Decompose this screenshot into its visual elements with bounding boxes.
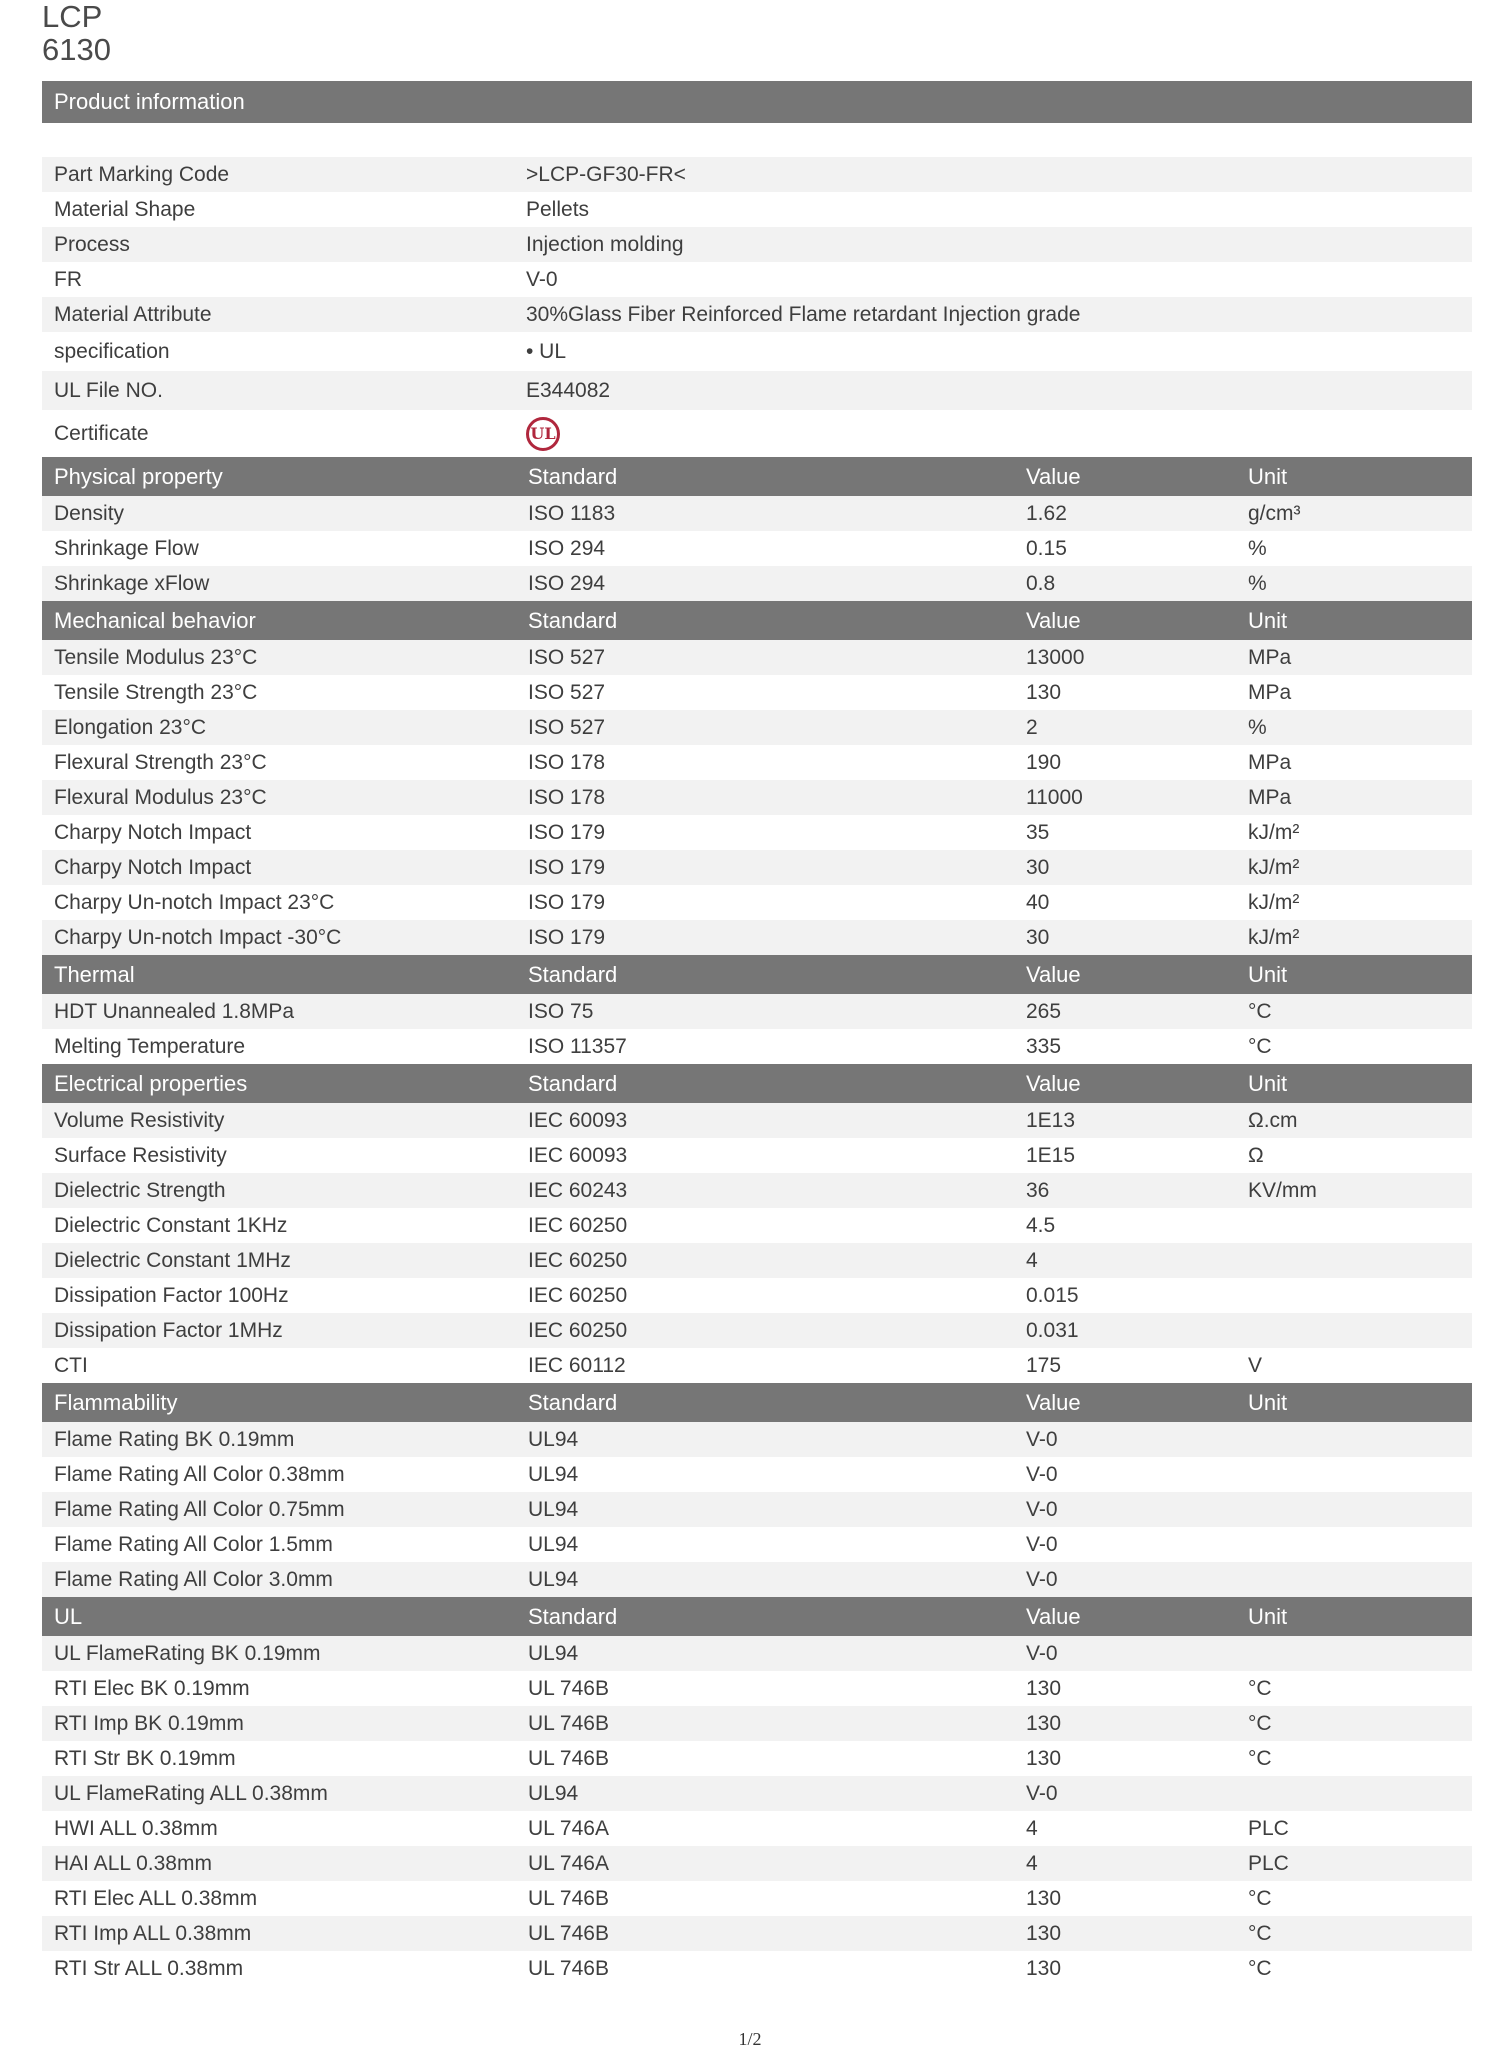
unit-header: Unit: [1248, 961, 1288, 987]
property-unit: kJ/m²: [1248, 925, 1300, 949]
property-name: RTI Str ALL 0.38mm: [54, 1956, 244, 1980]
property-row: [42, 1916, 1472, 1951]
property-unit: PLC: [1248, 1816, 1289, 1840]
property-unit: kJ/m²: [1248, 855, 1300, 879]
property-unit: °C: [1248, 1676, 1272, 1700]
property-standard: IEC 60250: [528, 1213, 628, 1237]
property-standard: UL94: [528, 1567, 579, 1591]
info-value: • UL: [526, 339, 567, 363]
property-value: 0.8: [1026, 571, 1056, 595]
info-label: Process: [54, 232, 130, 256]
property-standard: UL 746A: [528, 1816, 609, 1840]
property-standard: UL94: [528, 1462, 579, 1486]
section-rows: [42, 994, 1472, 1064]
property-unit: PLC: [1248, 1851, 1289, 1875]
unit-header: Unit: [1248, 463, 1288, 489]
property-standard: UL94: [528, 1532, 579, 1556]
ul-certification-icon: UL: [526, 417, 560, 451]
property-standard: ISO 75: [528, 999, 594, 1023]
property-name: Flame Rating All Color 0.75mm: [54, 1497, 345, 1521]
grade-name: 6130: [42, 32, 111, 67]
property-name: Tensile Strength 23°C: [54, 680, 258, 704]
property-standard: ISO 178: [528, 785, 606, 809]
property-name: Density: [54, 501, 125, 525]
standard-header: Standard: [528, 1389, 618, 1415]
property-unit: %: [1248, 536, 1267, 560]
property-row: [42, 566, 1472, 601]
property-row: [42, 1881, 1472, 1916]
value-header: Value: [1026, 961, 1081, 987]
value-header: Value: [1026, 607, 1081, 633]
section-header: [42, 601, 1472, 640]
info-label: UL File NO.: [54, 378, 163, 402]
info-row: [42, 227, 1472, 262]
property-name: Shrinkage Flow: [54, 536, 199, 560]
property-unit: °C: [1248, 999, 1272, 1023]
property-standard: IEC 60093: [528, 1143, 628, 1167]
property-row: [42, 885, 1472, 920]
section-rows: [42, 1422, 1472, 1597]
section-flammability: [42, 1383, 1472, 1597]
standard-header: Standard: [528, 1603, 618, 1629]
property-standard: IEC 60250: [528, 1283, 628, 1307]
info-value: V-0: [526, 267, 558, 291]
property-name: Charpy Notch Impact: [54, 820, 252, 844]
property-name: RTI Imp BK 0.19mm: [54, 1711, 244, 1735]
property-standard: UL94: [528, 1497, 579, 1521]
info-row: [42, 332, 1472, 371]
info-row: [42, 157, 1472, 192]
property-row: [42, 1846, 1472, 1881]
section-ul: [42, 1597, 1472, 1986]
unit-header: Unit: [1248, 607, 1288, 633]
property-row: [42, 1562, 1472, 1597]
property-value: V-0: [1026, 1462, 1058, 1486]
property-standard: IEC 60093: [528, 1108, 628, 1132]
property-value: 2: [1026, 715, 1038, 739]
property-value: 130: [1026, 1956, 1062, 1980]
property-value: 4: [1026, 1816, 1038, 1840]
property-name: Charpy Un-notch Impact 23°C: [54, 890, 335, 914]
property-row: [42, 920, 1472, 955]
property-unit: %: [1248, 571, 1267, 595]
property-unit: g/cm³: [1248, 501, 1301, 525]
property-row: [42, 1776, 1472, 1811]
property-value: V-0: [1026, 1427, 1058, 1451]
standard-header: Standard: [528, 961, 618, 987]
property-standard: UL 746B: [528, 1921, 609, 1945]
info-label: specification: [54, 339, 170, 363]
property-row: [42, 496, 1472, 531]
property-unit: °C: [1248, 1921, 1272, 1945]
standard-header: Standard: [528, 463, 618, 489]
property-row: [42, 1173, 1472, 1208]
property-value: 30: [1026, 855, 1050, 879]
property-unit: °C: [1248, 1956, 1272, 1980]
section-rows: [42, 496, 1472, 601]
property-value: V-0: [1026, 1532, 1058, 1556]
info-value: 30%Glass Fiber Reinforced Flame retardant Injection grade: [526, 302, 1081, 326]
property-unit: °C: [1248, 1746, 1272, 1770]
property-unit: °C: [1248, 1711, 1272, 1735]
property-value: 130: [1026, 1886, 1062, 1910]
info-value: [526, 417, 1472, 451]
property-standard: ISO 294: [528, 571, 606, 595]
property-row: [42, 1951, 1472, 1986]
section-title: UL: [54, 1603, 83, 1629]
property-row: [42, 1313, 1472, 1348]
property-row: [42, 1636, 1472, 1671]
info-row: [42, 371, 1472, 410]
property-standard: UL94: [528, 1781, 579, 1805]
section-mechanical-behavior: [42, 601, 1472, 955]
property-row: [42, 1103, 1472, 1138]
info-value: Pellets: [526, 197, 590, 221]
info-label: Material Attribute: [54, 302, 212, 326]
property-row: [42, 815, 1472, 850]
property-name: Flame Rating All Color 3.0mm: [54, 1567, 333, 1591]
property-row: [42, 1243, 1472, 1278]
property-standard: ISO 527: [528, 715, 606, 739]
material-name: LCP: [42, 0, 103, 34]
property-value: 40: [1026, 890, 1050, 914]
info-row: [42, 297, 1472, 332]
info-value: E344082: [526, 378, 611, 402]
property-name: RTI Elec BK 0.19mm: [54, 1676, 250, 1700]
property-standard: IEC 60243: [528, 1178, 628, 1202]
property-name: HAI ALL 0.38mm: [54, 1851, 212, 1875]
property-row: [42, 1278, 1472, 1313]
property-name: Dissipation Factor 100Hz: [54, 1283, 289, 1307]
page-number: 1/2: [738, 2029, 762, 2049]
property-value: V-0: [1026, 1497, 1058, 1521]
property-row: [42, 780, 1472, 815]
info-row-certificate: [42, 410, 1472, 457]
property-standard: ISO 527: [528, 645, 606, 669]
property-name: Volume Resistivity: [54, 1108, 225, 1132]
property-unit: MPa: [1248, 645, 1292, 669]
section-header: [42, 1064, 1472, 1103]
property-standard: UL94: [528, 1641, 579, 1665]
section-title: Electrical properties: [54, 1070, 248, 1096]
property-unit: kJ/m²: [1248, 890, 1300, 914]
property-value: 30: [1026, 925, 1050, 949]
section-title: Thermal: [54, 961, 135, 987]
property-standard: ISO 179: [528, 890, 606, 914]
property-name: Tensile Modulus 23°C: [54, 645, 258, 669]
property-name: Flexural Modulus 23°C: [54, 785, 267, 809]
unit-header: Unit: [1248, 1603, 1288, 1629]
property-name: Flexural Strength 23°C: [54, 750, 267, 774]
property-value: 0.031: [1026, 1318, 1079, 1342]
property-row: [42, 1422, 1472, 1457]
property-name: Dielectric Constant 1MHz: [54, 1248, 291, 1272]
property-unit: kJ/m²: [1248, 820, 1300, 844]
standard-header: Standard: [528, 607, 618, 633]
info-value: >LCP-GF30-FR<: [526, 162, 686, 186]
property-row: [42, 531, 1472, 566]
property-row: [42, 1811, 1472, 1846]
property-standard: UL94: [528, 1427, 579, 1451]
property-name: RTI Str BK 0.19mm: [54, 1746, 236, 1770]
property-name: Shrinkage xFlow: [54, 571, 210, 595]
property-standard: IEC 60250: [528, 1318, 628, 1342]
property-name: Flame Rating All Color 1.5mm: [54, 1532, 333, 1556]
product-information-header: Product information: [42, 81, 1472, 123]
property-unit: MPa: [1248, 680, 1292, 704]
property-standard: ISO 527: [528, 680, 606, 704]
property-row: [42, 994, 1472, 1029]
property-standard: UL 746B: [528, 1676, 609, 1700]
property-unit: Ω: [1248, 1143, 1264, 1167]
property-value: 130: [1026, 680, 1062, 704]
value-header: Value: [1026, 1070, 1081, 1096]
info-label: FR: [54, 267, 82, 291]
property-name: Surface Resistivity: [54, 1143, 227, 1167]
property-value: 130: [1026, 1746, 1062, 1770]
property-unit: Ω.cm: [1248, 1108, 1298, 1132]
property-value: 4.5: [1026, 1213, 1056, 1237]
info-row: [42, 192, 1472, 227]
property-value: 4: [1026, 1851, 1038, 1875]
property-value: V-0: [1026, 1641, 1058, 1665]
property-name: Dielectric Strength: [54, 1178, 226, 1202]
property-row: [42, 1208, 1472, 1243]
property-standard: ISO 1183: [528, 501, 616, 525]
property-standard: ISO 179: [528, 855, 606, 879]
section-rows: [42, 640, 1472, 955]
property-row: [42, 710, 1472, 745]
property-standard: IEC 60250: [528, 1248, 628, 1272]
product-title: [42, 0, 204, 66]
property-value: 130: [1026, 1676, 1062, 1700]
property-name: Melting Temperature: [54, 1034, 246, 1058]
property-name: RTI Imp ALL 0.38mm: [54, 1921, 252, 1945]
property-row: [42, 1671, 1472, 1706]
property-value: V-0: [1026, 1567, 1058, 1591]
property-value: 190: [1026, 750, 1062, 774]
property-standard: UL 746B: [528, 1711, 609, 1735]
info-row: [42, 262, 1472, 297]
property-standard: ISO 178: [528, 750, 606, 774]
info-label: Part Marking Code: [54, 162, 230, 186]
property-value: 1.62: [1026, 501, 1067, 525]
property-name: HWI ALL 0.38mm: [54, 1816, 218, 1840]
property-standard: ISO 179: [528, 820, 606, 844]
section-header: [42, 1383, 1472, 1422]
section-rows: [42, 1103, 1472, 1383]
property-name: Elongation 23°C: [54, 715, 207, 739]
property-value: 265: [1026, 999, 1062, 1023]
product-information-table: [42, 157, 1472, 457]
section-physical-property: [42, 457, 1472, 601]
section-header: [42, 1597, 1472, 1636]
info-label: Certificate: [54, 421, 149, 445]
property-value: 11000: [1026, 785, 1083, 809]
property-row: [42, 1527, 1472, 1562]
datasheet: [42, 81, 1472, 1986]
property-row: [42, 850, 1472, 885]
property-value: 130: [1026, 1921, 1062, 1945]
value-header: Value: [1026, 463, 1081, 489]
property-value: V-0: [1026, 1781, 1058, 1805]
value-header: Value: [1026, 1603, 1081, 1629]
property-value: 13000: [1026, 645, 1085, 669]
property-row: [42, 1138, 1472, 1173]
property-row: [42, 675, 1472, 710]
property-standard: ISO 294: [528, 536, 606, 560]
property-row: [42, 745, 1472, 780]
property-standard: UL 746B: [528, 1746, 609, 1770]
section-thermal: [42, 955, 1472, 1064]
property-row: [42, 1741, 1472, 1776]
property-row: [42, 1029, 1472, 1064]
info-value: Injection molding: [526, 232, 684, 256]
property-name: RTI Elec ALL 0.38mm: [54, 1886, 258, 1910]
value-header: Value: [1026, 1389, 1081, 1415]
section-header: [42, 457, 1472, 496]
property-name: Flame Rating BK 0.19mm: [54, 1427, 295, 1451]
property-value: 1E13: [1026, 1108, 1076, 1132]
section-title: Mechanical behavior: [54, 607, 256, 633]
property-standard: ISO 179: [528, 925, 606, 949]
property-standard: ISO 11357: [528, 1034, 627, 1058]
property-value: 0.015: [1026, 1283, 1079, 1307]
property-unit: V: [1248, 1353, 1263, 1377]
property-standard: UL 746B: [528, 1886, 609, 1910]
section-header: [42, 955, 1472, 994]
property-row: [42, 1492, 1472, 1527]
property-name: UL FlameRating ALL 0.38mm: [54, 1781, 328, 1805]
unit-header: Unit: [1248, 1070, 1288, 1096]
property-value: 335: [1026, 1034, 1062, 1058]
property-value: 1E15: [1026, 1143, 1076, 1167]
property-value: 4: [1026, 1248, 1038, 1272]
property-value: 36: [1026, 1178, 1050, 1202]
property-row: [42, 640, 1472, 675]
property-value: 175: [1026, 1353, 1062, 1377]
info-label: Material Shape: [54, 197, 196, 221]
property-unit: °C: [1248, 1886, 1272, 1910]
property-row: [42, 1457, 1472, 1492]
section-title: Flammability: [54, 1389, 178, 1415]
property-name: UL FlameRating BK 0.19mm: [54, 1641, 321, 1665]
property-unit: %: [1248, 715, 1267, 739]
property-row: [42, 1706, 1472, 1741]
property-row: [42, 1348, 1472, 1383]
section-rows: [42, 1636, 1472, 1986]
property-standard: UL 746B: [528, 1956, 609, 1980]
section-electrical-properties: [42, 1064, 1472, 1383]
property-name: CTI: [54, 1353, 88, 1377]
property-unit: MPa: [1248, 785, 1292, 809]
property-value: 0.15: [1026, 536, 1067, 560]
property-name: Dielectric Constant 1KHz: [54, 1213, 288, 1237]
property-name: Flame Rating All Color 0.38mm: [54, 1462, 345, 1486]
property-unit: °C: [1248, 1034, 1272, 1058]
property-name: Dissipation Factor 1MHz: [54, 1318, 283, 1342]
unit-header: Unit: [1248, 1389, 1288, 1415]
property-standard: UL 746A: [528, 1851, 609, 1875]
property-standard: IEC 60112: [528, 1353, 626, 1377]
property-name: HDT Unannealed 1.8MPa: [54, 999, 295, 1023]
property-name: Charpy Notch Impact: [54, 855, 252, 879]
property-value: 130: [1026, 1711, 1062, 1735]
property-name: Charpy Un-notch Impact -30°C: [54, 925, 342, 949]
property-unit: KV/mm: [1248, 1178, 1317, 1202]
standard-header: Standard: [528, 1070, 618, 1096]
property-unit: MPa: [1248, 750, 1292, 774]
property-sections: [42, 457, 1472, 1986]
section-title: Physical property: [54, 463, 223, 489]
property-value: 35: [1026, 820, 1050, 844]
